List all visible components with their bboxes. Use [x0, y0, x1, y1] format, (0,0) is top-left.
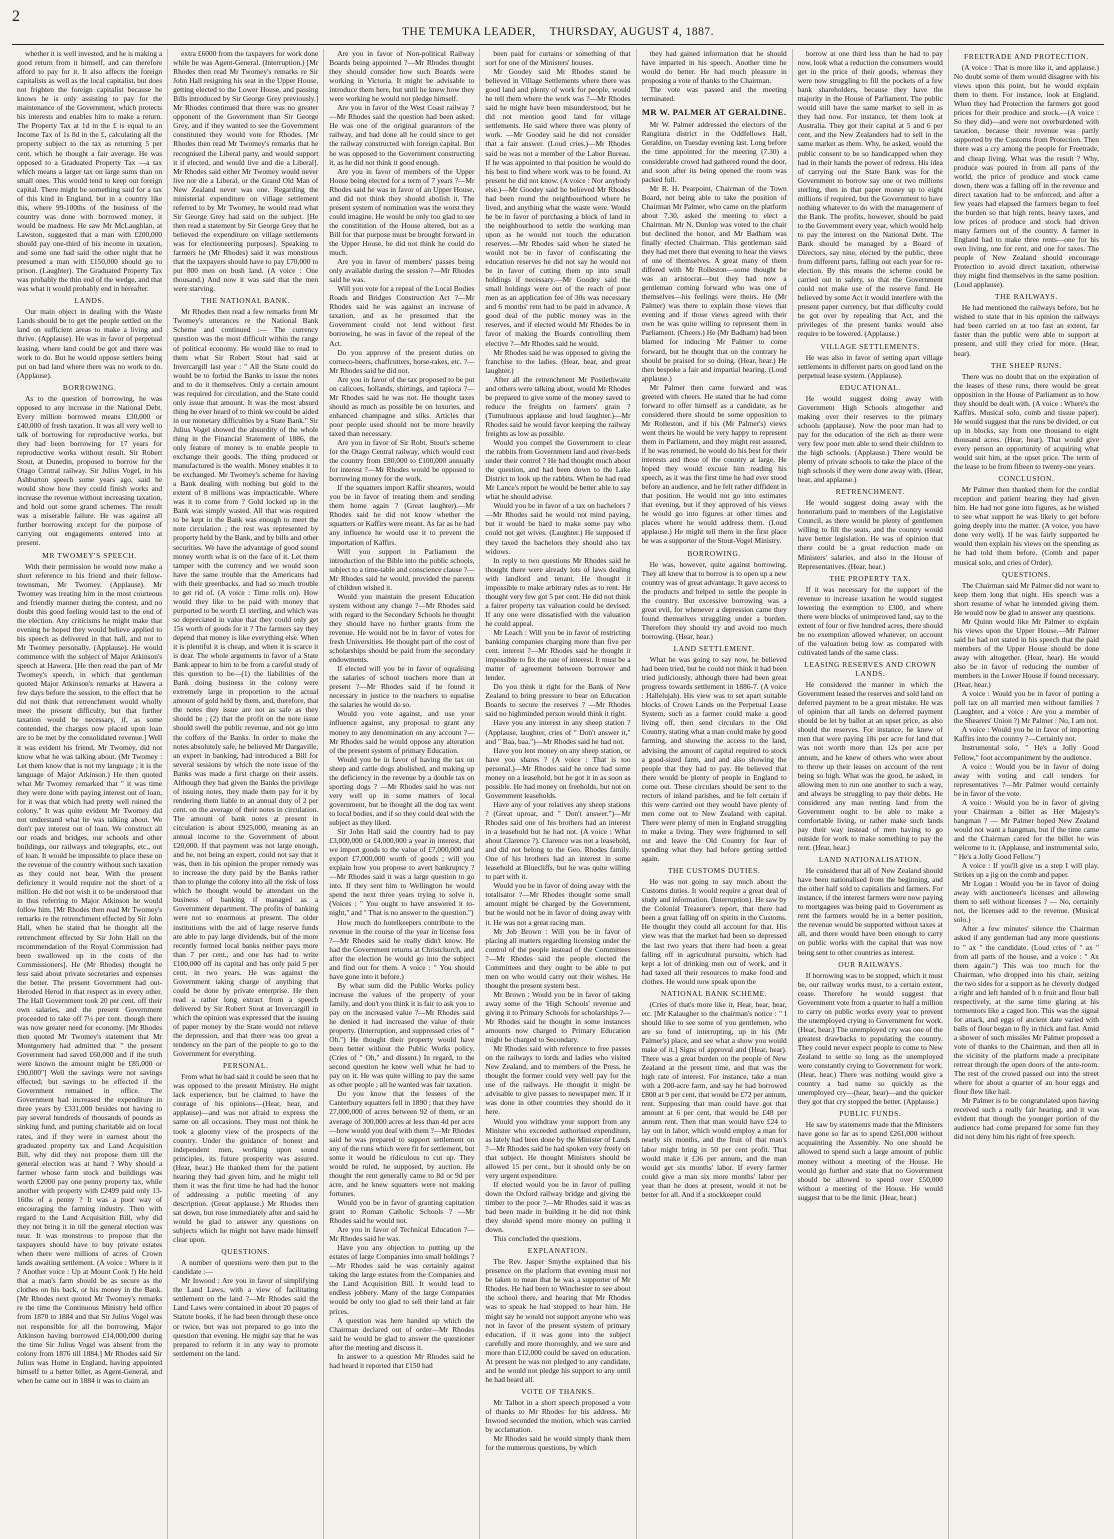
article-paragraph: In answer to a question Mr Rhodes said he had heard it reported that £150 had	[329, 1351, 475, 1370]
article-paragraph: Mr Rhodes said he was opposed to giving the franchise to the ladies. (Hear, hear, and great laughter.)	[485, 347, 631, 375]
article-paragraph: Are you in favor of members of the Upper House being elected for a term of 7 years ?—Mr Rhodes said he was in favor of an Upper House, and did not think they should abolish it. The present system of nomination was the worst they could imagine. He would be only too glad to see the constitution of the House altered, but as a Bill for that purpose must be brought forward in the Upper House, he did not think he could do much.	[329, 166, 475, 258]
article-paragraph: (Cries of that's more like it, Hear, hear, hear, etc. [Mr Kalaugher to the chairman's notice : " I should like to see some of you gentlemen, who are so fond of interrupting, up in his (Mr Palmer's) place, and see what a show you would make of it.] Signs of approval and (Hear, hear). There was a great burden on the people of New Zealand at the present time, and that was the high rate of interest. For instance, take a man with a 200-acre farm, and say he had borrowed £800 at 9 per cent, that would be £72 per annum, rent. Supposing that man could have got that amount at 6 per cent, that would be £48 per annum rent. Then that man would have £24 to lay out in labor, which would employ a man for nearly six months, and the fruit of that man's labor might bring in 50 per cent profit. That would make it £36 per annum, and the man would get six months' labor. If every farmer could give a man six more months' labor per year than he does at present, would it not be better for all. And if a stockkeeper could	[641, 999, 787, 1199]
article-paragraph: If borrowing was to be stopped, which it must be, our railway works must, to a certain extent, cease. Therefore he would suggest that Government vote from a quarter to half a million to carry on public works every year to prevent the unemployed crying to Government for work. (Hear, hear.) The unemployed cry was one of the greatest drawbacks to populating the country. They could never expect people to come to New Zealand to settle so long as the unemployed were constantly crying to Government for work. (Hear, hear.) There was nothing would give a country a bad name so quickly as the unemployed cry—(hear, hear)—and the quicker they got that cry stopped the better. (Applause.)	[797, 970, 943, 1107]
section-heading: OUR RAILWAYS.	[838, 959, 903, 969]
article-paragraph: Would you be in favor of doing away with the totalisator ?—Mr Rhodes thought some small amount might be charged by the Government, but he would not be in favor of doing away with it. He was not a great racing man.	[485, 881, 631, 927]
article-paragraph: Do you approve of the present duties on corneco-beers, chaffcutters, horse-rakes, etc. ?—Mr Rhodes said he did not.	[329, 347, 475, 375]
article-paragraph: Mr Leach : Will you be in favor of restricting banking companies charging more than five per cent. interest ?—Mr Rhodes said he thought it impossible to fix the rate of interest. It must be a matter of agreement between borrower and lender.	[485, 628, 631, 683]
section-heading: LEASING RESERVES AND CROWN LANDS.	[804, 660, 937, 679]
section-heading: QUESTIONS.	[221, 1247, 271, 1257]
article-paragraph: Do you know that the lessees of the Canterbury squatters fell in 1890 ; that they have 27,000,000 of acres between 92 of them, or an average of 300,000 acres at less than 4d per acre—how would you deal with them ?—Mr Rhodes said he was prepared to support settlement on any of the runs which were fit for settlement, but some it would be ridiculous to cut up. They would be ruled, he supposed, by auction. He thought the rent generally came to 8d or 9d per acre, and he knew squatters were not making fortunes.	[329, 1089, 475, 1198]
article-paragraph: How much do hotelkeepers contribute to the revenue in the course of the year in license fees ?—Mr Rhodes said he really didn't know. He had the Government returns at Christchurch, and after the election he would go into the subject and find out for them. A voice : " You should have gone into it before.)	[329, 917, 475, 981]
article-paragraph: Mr W. Palmer addressed the electors of the Rangitata district in the Oddfellows Hall, Geraldine, on Tuesday evening last. Long before the time appointed for the meeting (7.30) a considerable crowd had gathered round the door, and soon after its being opened the room was packed full.	[641, 120, 787, 184]
article-paragraph: Would you vote against, and use your influence against, any proposal to grant any money to any denomination on any account ?—Mr Rhodes said he would oppose any alteration of the present system of primary Education.	[329, 709, 475, 755]
article-paragraph: A voice : If you'll give us a step I will play. Strikes up a jig on the comb and paper.	[953, 861, 1099, 880]
article-paragraph: He would suggest doing away with the honorarium paid to members of the Legislative Council, as there would be plenty of gentlemen willing to fill the seats, and the country would have better legislation. He was of opinion that there could be a great reduction made on Ministers' salaries, and also in the House of Representatives. (Hear, hear.)	[797, 498, 943, 571]
section-heading: NATIONAL BANK SCHEME.	[661, 988, 768, 998]
article-paragraph: He would suggest doing away with Government High Schools altogether and making over their reserves to the primary schools (applause). Now the poor man had to pay for the education of the rich as there were very few poor men able to send their children to the high schools. (Applause.) There would be plenty of private schools to take the place of the high schools if they were done away with. (Hear, hear, and applause.)	[797, 393, 943, 485]
article-paragraph: Are you in favor of Technical Education ?—Mr Rhodes said he was.	[329, 1225, 475, 1244]
article-paragraph: Mr Brown : Would you be in favor of taking away some of the 'High Schools' revenue and giving it to Primary Schools for scholarships ?—Mr Rhodes said he thought in some instances amounts now charged to Primary Education might be charged to Secondary.	[485, 989, 631, 1045]
article-paragraph: Are you in favor of members' passes being only available during the session ?—Mr Rhodes said he was.	[329, 257, 475, 285]
issue-date: THURSDAY, AUGUST 4, 1887.	[549, 26, 715, 38]
column-1	[12, 49, 168, 1539]
article-paragraph: He had mentioned the railways before, but he wished to state that in his opinion the railways had been carried on at too fast an extent, far faster than the public were able to support at present, and still they cried for more. (Hear, hear).	[953, 303, 1099, 358]
article-paragraph: Are you in favor of the West Coast railway ?—Mr Rhodes said the question had been asked. He was one of the original guarantors of the railway, and had done all he could since to get the railway constructed with foreign capital. But he was opposed to the Government constructing it, as he did not think it good enough.	[329, 103, 475, 167]
article-paragraph: By what sum did the Public Works policy increase the values of the property of your family, and don't you think it is fair to ask you to pay on the increased value ?—Mr Rhodes said he denied it had increased the value of their property. (Interruption, and suppressed cries of " Oh.") He thought their property would have been better without the Public Works policy. (Cries of " Oh," and dissent.) In regard, to the second question he knew well what he had to pay on it. He was quite willing to pay the same as other people ; all he wanted was fair taxation.	[329, 980, 475, 1090]
section-heading: PUBLIC FUNDS.	[839, 1109, 902, 1119]
article-paragraph: If the squatters import Kaffir shearers, would you be in favor of treating them and sending them home again ? (Great laughter).—Mr Rhodes said he did not know whether the squatters or Kaffirs were meant. As far as he had any influence he would use it to prevent the importation of Kaffirs.	[329, 483, 475, 547]
section-heading: PERSONAL.	[222, 1061, 269, 1071]
article-paragraph: Mr Rhodes said with reference to free passes on the railways to lords and ladies who visited New Zealand, and to members of the Press, he thought the former could very well pay for the use of the railways. He thought it might be advisable to give passes to newspaper men. If it was done in other countries they should do it here.	[485, 1044, 631, 1117]
article-paragraph: With their permission he would now make a short reference to his friend and their fellow-townsman, Mr Twomey. (Applause). Mr Twomey was treating him in the most courteous and friendly manner during the contest, and no doubt this good feeling would last to the end of the election. Any criticisms he might make that evening he hoped they would believe applied to his speech as delivered in that hall, and not to Mr Twomey personally. (Applause). He would commence with the subject of Major Atkinson's speech at Hawera. [He then read the part of Mr Twomey's speech, in which that gentleman quoted Major Atkinson's remarks at Hawera a few days before the session, to the effect that he did not think that retrenchment would wholly meet the present difficulty, but that further taxation would be necessary, if, as some contended, the charges now placed upon loan are to be met by the consolidated revenue.] Well it was evident his friend, Mr Twomey, did not know what he was talking about. (Mr Twomey : Let them know that is not my language ; it is the language of Major Atkinson.) He then quoted what Mr Twomey remarked that " it was time they were done with paying interest out of loan, for it was that which had pretty well ruined the colony." It was quite evident Mr Twomey did not understand what he was talking about. We don't pay interest out of loan. We construct all our roads and bridges, our schools and other buildings, our railways and telegraphs, etc., out of loan. It would be impossible to place these on the revenue of the country without such taxation as they could not bear. With the present deficiency it would require not the short of a million. He did not wish it to be understood that in thus referring to Major Atkinson he would follow him. [Mr Rhodes then read Mr Twomey's remarks re the retrenchment effected by Sir John Hall, when he stated that he thought all the retrenchment effected by Sir John Hall on the recommendation of the Royal Commission had been swallowed up in the costs of the Commissioners]. He (Mr Rhodes) thought he less said about private secretaries and expenses the better. The present Government had out-Heroded Herod in that respect as in every other. The Hall Government took 20 per cent. off their own salaries, and the present Government proceeded to take off 7½ per cent. though there was now greater need for economy. [Mr Rhodes then quoted Mr Twomey's statement that Mr Montgomery had admitted that " the present Government had saved £60,000 and if the truth were known the amount might be £85,000 or £90,000"] Well the savings were not savings effected; but savings to be effected if the Government remained in office. The Government had increased the expenditure in three years by £331,000 besides not having to pay several hundreds of thousands of pounds as sinking fund, and putting charitable aid on local rates, and if they were in earnest about the graduated property tax and Land Acquisition Bill, why did they not propose them till the general election was at hand ? Why should a farmer whose farm stock and buildings was worth £2000 pay one penny property tax, while another with property with £2499 paid only 13-16ths of a penny ? It was a poor way of encouraging the farming industry. Then with regard to the Land Acquisition Bill, why did they not bring it in till the general election was near. It was monstrous to propose that the taxpayers should have to buy private estates when there were millions of acres of Crown lands awaiting settlement. (A voice : Where is it ? Another voice : Up at Mount Cook !) He held that a man's farm should be as secure as the clothes on his back, or his money in the Bank. [Mr Rhodes next quoted Mr Twomey's remarks re the time the Continuous Ministry held office from 1870 to 1884 and that Sir Julius Vogel was not responsible for all the borrowing, Major Atkinson having borrowed £14,000,000 during the time Sir Julius Vogel was absent from the colony from 1876 till 1884.] Mr Rhodes said Sir Julius was Home in England, having appointed himself to a better billet, as Agent-General, and when he came out in 1884 it was to claim an	[17, 561, 163, 1385]
article-paragraph: This concluded the questions.	[493, 1234, 582, 1244]
article-paragraph: Our main object in dealing with the Waste Lands should be to get the people settled on the land on sufficient areas to make a living and thrive. (Applause). He was in favor of perpetual leasing, where land could be got and there was work to do. But he would oppose settlers being put on bad land where there was no work to do. (Applause).	[17, 307, 163, 380]
article-paragraph: Are you in favor of the tax proposed to be put on calicoes, hollands, shirtings, and tapioca ?—Mr Rhodes said he was not. He thought taxes should as much as possible be on luxuries, and enhanced champagne and silks. Articles that poor people used should not be more heavily taxed than necessary.	[329, 374, 475, 438]
article-paragraph: Mr Job Brown : Will you be in favor of placing all matters regarding licensing under the control of the people instead of the Committees ?—Mr Rhodes said the people elected the Committees and they ought to be able to put men on who would carry out their wishes. He thought the present system best.	[485, 926, 631, 990]
article-paragraph: After a few minutes' silence the Chairman asked if any gentleman had any more questions to " ax " the candidate. (Loud cries of " ax " from all parts of the house, and a voice : " Ax them again.") This was too much for the Chairman, who dropped into his chair, seizing the two sides for a support as he cleverly dodged a right and left handed of h n fruit and flour ball respectively, at the same time glaring at his tormentors like a caged lion. This was the signal for attack, and eggs of ancient date varied with balls of flour began to fly in thick and fast. Amid a shower of such missiles Mr Palmer proposed a vote of thanks to the Chairman, and then all in the vicinity of the platform made a precipitate retreat through the open doors of the ante-room. The rest of the crowd passed out into the street where for about a quarter of an hour eggs and flour flew like hail.	[953, 924, 1099, 1097]
article-paragraph: In reply to two questions Mr Rhodes said he thought there were already lots of laws dealing with landlord and tenant. He thought it impossible to make arbitrary rules as to rent. He thought very few got 5 per cent. He did not think a fairer property tax valuation could be devised. If any one were dissatisfied with the valuation he could appeal.	[485, 555, 631, 628]
article-paragraph: Mr Goodey said Mr Rhodes stated he believed in Village Settlements where there was good land and plenty of work for people, would he tell them where the work was ?—Mr Rhodes said he might have been misunderstood, but he did not mention good land for village settlements. He said where there was plenty of work. —Mr Goodey said he did not consider that a fair answer. (Loud cries.)—Mr Rhodes said he was not a member of the Labor Bureau. If he was appointed to that position he would do his best to find where work was to be found. At present he did not know. (A voice : Nor anybody else.)—Mr Goodey said he believed Mr Rhodes had been round the neighbourhood where he lived, and anything what the waste were. Would he be in favor of purchasing a block of land in the neighbourhood to settle the working man upon as he would not touch the education reserves.—Mr Rhodes said when he stated he would not be in favor of confiscating the education reserves he did not say he would not be in favor of cutting them up into small holdings if necessary.—Mr Goodey said the small holdings were out of the reach of poor men as an application fee of 30s was necessary and 6 months' rent had to be paid in advance. A good deal of the public money was in the reserves, and if elected would Mr Rhodes be in favor of making the Boards controlling them elective ?—Mr Rhodes said he would.	[485, 67, 631, 348]
article-paragraph: From what he had said it could be seen that he was opposed to the present Ministry. He might lack experience, but he claimed to have the courage of his opinions—(Hear, hear, and applause)—and was not afraid to express the same on all occasions. They must not think he took a gloomy view of the prospects of the country. Under the guidance of honest and independent men, working upon sound principles, its future prosperity was assured. (Hear, hear.) He thanked them for the patient hearing they had given him, and he might tell them it was the first time he had had the honor of addressing a public meeting of any description. (Great applause.) Mr Rhodes then sat down, but rose immediately after and said he would be glad to answer any questions on subjects which he might not have made himself clear upon.	[173, 1072, 319, 1245]
section-heading: THE RAILWAYS.	[995, 292, 1058, 302]
article-paragraph: If elected will you be in favor of equalising the salaries of school teachers more than at present ?—Mr Rhodes said if he found it necessary in justice to the teachers to equalise the salaries he would do so.	[329, 664, 475, 710]
article-paragraph: Mr Logan : Would you be in favor of doing away with auctioneer's licenses and allowing them to sell without licenses ? — No, certainly not, the licenses add to the revenue. (Musical solo.)	[953, 879, 1099, 925]
column-7	[949, 49, 1104, 1539]
article-paragraph: Have you any objection to putting up the estates of large Companies into small holdings ?—Mr Rhodes said he was certainly against taking the large estates from the Companies and the Land Acquisition Bill. It would lead to endless jobbery. Many of the large Companies would be only too glad to sell their land at fair prices.	[329, 1243, 475, 1316]
section-heading: BORROWING.	[687, 548, 741, 558]
article-paragraph: Mr Quinn would like Mr Palmer to explain his views upon the Upper House.—Mr Palmer said he had not stated in his speech that the paid members of the Upper House should be done away with altogether. (Hear, hear). He would also be in favor of reducing the number of members in the Lower House if found necessary. (Hear, hear.)	[953, 616, 1099, 690]
page-number: 2	[12, 8, 20, 25]
column-6	[793, 49, 949, 1539]
section-heading: LAND SETTLEMENT.	[673, 644, 755, 653]
article-paragraph: Mr Palmer then came forward and was greeted with cheers. He stated that he had come forward to offer himself as a candidate, as he considered there should be some opposition to Mr Rolleston, and if his (Mr Palmer's) views went theirs he would be very happy to represent them in Parliament, and they might rest assured, if he was returned, he would do his best for their interests and those of the country at large. He hoped they would excuse him reading his speech, as it was the first time he had ever stood before an audience, and he felt rather diffident in that position. He would not go into estimates that evening, but if they approved of his views he would go into figures at other times and places where he would address them. (Loud applause.) He might tell them in the first place he was a supporter of the Stout-Vogel Ministry.	[641, 382, 787, 546]
article-paragraph: Mr Inwood : Are you in favor of simplifying the Land Laws, with a view of facilitating settlement on the land ?—Mr Rhodes said the Land Laws were contained in about 20 pages of Statute books, if he had been through these once or twice, but was not prepared to go into the question that evening. He might say that he was prepared to reform it in any way to promote settlement on the land.	[173, 1276, 319, 1358]
section-heading: THE CUSTOMS DUTIES.	[667, 866, 761, 876]
article-paragraph: He considered that all of New Zealand should have been nationalised from the beginning, and the other half sold to capitalists and farmers. For instance, if the interest farmers were now paying to mortgagees was being paid to Government as rent the farmers would be in a better position, the revenue would be supported without taxes at all, and there would have been enough to carry on public works with the capital that was now being sent to other countries as interest.	[797, 866, 943, 957]
newspaper-title: THE TEMUKA LEADER,	[401, 26, 536, 38]
article-paragraph: Would you be in favor of a tax on bachelors ?—Mr Rhodes said he would not mind paying, but it would be hard to make some pay who could not get wives. (Laughter.) He supposed if they taxed the bachelors they should also tax widows.	[485, 501, 631, 556]
section-heading: VOTE OF THANKS.	[521, 1386, 595, 1396]
article-paragraph: There was no doubt that on the expiration of the leases of these runs, there would be great opposition in the House of Parliament as to how they should be dealt with. (A voice : Where's the Kaffirs. Musical solo, comb and tissue paper). He would suggest that the runs be divided, or cut up in blocks, say from one thousand to eight thousand acres. (Hear, hear). That would give every person an opportunity of acquiring what would suit him, at the upset price. The term of the lease to be from fifteen to twenty-one years.	[953, 371, 1099, 472]
article-paragraph: What he was going to say now, he believed had been tried, but he could not think it had been tried judiciously, although there had been great progress towards settlement in 1886-7. (A voice : Hallelujah). His view was to set apart suitable blocks of Crown Lands on the Perpetual Lease System, such as a farmer could make a good living off, then send circulars to the Old Country, stating what a man could make by good farming, and showing the access to the land, advising the amount of capital required to stock a good-sized farm, and and also showing the people that they had to pay. He believed that there would be plenty of people in England to come out. These circulars should be sent to the rectors of inland parishes, and he felt certain if this were carried out they would have plenty of men come out to New Zealand with capital. There were plenty of men in England struggling to make a living. They were frightened to sell out and leave the Old Country for fear of spending what they had before getting settled again.	[641, 655, 787, 864]
section-heading: FREETRADE AND PROTECTION.	[963, 52, 1089, 61]
article-paragraph: He considered the manner in which the Government leased the reserves and sold land on deferred payment to be a great mistake. He was of opinion that all lands on deferred payment should be let by ballot at an upset price, as also should the reserves. For instance, he knew of men that were paying 18s per acre for land that was not worth more than 12s per acre per annum, and he knew of others who were about to throw up their leases on account of the rent being so high. What was the good, he asked, in allowing men to run one another to such a way, and always be struggling to pay their debts. He considered any man renting land from the Government ought to be able to make a comfortable living, or rather make such lands pay their way instead of men having to go outside for work to make something to pay the rent. (Hear, hear.)	[797, 680, 943, 852]
article-paragraph: Instrumental solo, " He's a Jolly Good Fellow," foot accompaniment by the audience.	[953, 743, 1099, 762]
article-paragraph: Would you compel the Government to clear the rabbits from Government land and river-beds under their control ? He had thought much about the question, and had been down to the Lake District to look up the rabbits. When he had read Mr Lance's report he would be better able to say what he should advise.	[485, 438, 631, 502]
article-paragraph: The Chairman said Mr Palmer did not want to keep them long that night. His speech was a short resume of what he intended giving them. He would now be glad to answer any questions.	[953, 580, 1099, 617]
article-paragraph: A number of questions were then put to the candidate :—	[173, 1258, 319, 1277]
article-paragraph: been paid for curtains or something of that sort for one of the Ministers' houses.	[485, 49, 631, 68]
article-paragraph: The Rev. Jasper Smythe explained that his presence on the platform that evening must not be taken to mean that he was a supporter of Mr Rhodes. He had been to Winchester to see about the school there, and hearing that Mr Rhodes was to speak he had stopped to hear him. He might say he would not support anyone who was not in favor of the present system of primary education, if it was gone into the subject carefully and more thoroughly, and we sure and more than £12,000 could be saved on education. At present he was not pledged to any candidate, and he would not pledge his support to any until he had heard all.	[485, 1257, 631, 1384]
article-paragraph: whether it is well invested, and he is making a good return from it himself, and can therefore afford to pay for it. It also affects the foreign capitalists as well as the local capitalist, but does not frighten the foreign capitalist because he knows he is only assisting to pay for the maintenance of the Government, which protects his interests and enables him to make a return. The Property Tax at 1d in the £ is equal to an Income Tax of 1s 8d in the £, calculating all the property subject to the tax as returning 5 per cent, which he thought a fair average. He was opposed to a Graduated Property Tax —a tax which means a larger tax on large sums than on small ones. This would tend to keep out foreign capital. There might be something said for a tax of this kind in England, but in a country like this, where 99-100ths of the business of the country was done with borrowed money, it would be madness. He saw Mr McLaughlan, at Lawston, suggested that a man with £200,000 should pay one-third of his income in taxation, and some one had said the other night that he presumed a man with £150,000 should go to prison. (Laughter). The Graduated Property Tax was probably the thin end of the wedge, and that was what it would probably end in hereafter.	[17, 49, 163, 294]
section-heading: THE SHEEP RUNS.	[990, 360, 1062, 370]
article-paragraph: Do you think it right for the Bank of New Zealand to bring pressure to bear on Education Boards to secure the reserves ? —Mr Rhodes said no highminded person would think it right.	[485, 682, 631, 719]
article-paragraph: Mr Rhodes said he would simply thank them for the numerous questions, by which	[485, 1434, 631, 1453]
article-paragraph: Will you vote for a repeal of the Local Bodies Roads and Bridges Construction Act ?—Mr Rhodes said he was against an increase of taxation, and as he presumed that the Government could not lend without first borrowing, he was in favor of the repeal of the Act.	[329, 284, 475, 348]
section-heading: QUESTIONS.	[1001, 569, 1051, 579]
article-paragraph: If it was necessary for the support of the revenue to increase taxation he would suggest lowering the exemption to £300, and where there were blocks of unimproved land, say to the extent of four or five hundred acres, there should be no exemption allowed whatever, on account of the valuation being low as compared with cultivated lands of the same class.	[797, 584, 943, 657]
article-paragraph: He was, however, quite against borrowing. They all knew that to borrow is to open up a new country was of great advantage. It gave access to the products and helped to settle the people in the country. But excessive borrowing was a great evil, for whenever a depression came they found themselves struggling under a burden. Therefore they should try and avoid too much borrowing. (Hear, hear.)	[641, 559, 787, 641]
article-paragraph: Would you be in favor of granting capitation grant to Roman Catholic Schools ? —Mr Rhodes said he would not.	[329, 1197, 475, 1226]
article-paragraph: extra £6000 from the taxpayers for work done while he was Agent-General. (Interruption.) [Mr Rhodes then read Mr Twomey's remarks re Sir John Hall resigning his seat in the Upper House, getting elected to the Lower House, and passing Bills introduced by Sir George Grey previously.] Mr Rhodes continued that there was no greater opponent of the Government than Sir George Grey, and if they wanted to see the Government constituted they would vote for Rhodes. [Mr Rhodes then read Mr Twomey's remarks that he recognised the Liberal party, and would support it if elected, and would live and die a Liberal]. Mr Rhodes said either Mr Twomey would never live nor die a Liberal, or the Grand Old Man of New Zealand never was one. Regarding the ministerial expenditure on village settlement referred to by Mr Twomey, he would read what Sir George Grey had said on the subject. [He then read a statement by Sir George Grey that he believed the expenditure on village settlements was for electioneering purposes]. Speaking to farmers he (Mr Rhodes) said it was monstrous that the taxpayers should have to pay £70,000 to put 800 men on bush land. (A voice : One thousand.) And now it was said that the men were starving.	[173, 49, 319, 294]
section-heading: BORROWING.	[62, 382, 117, 392]
column-3	[324, 49, 480, 1539]
article-paragraph: Mr Palmer then thanked them for the cordial reception and patient hearing they had given him. He had not gone into figures, as he wished to see what support he was likely to get before going deeply into the matter. (A voice, you have done very well). If he was fairly supported he would then explain his views on the spending as he had told them before. (Comb and paper musical solo, and cries of Order).	[953, 485, 1099, 567]
article-paragraph: they had gained information that he should have imparted in his speech. Another time he would do better. He had much pleasure in proposing a vote of thanks to the Chairman.	[641, 49, 787, 86]
article-paragraph: Mr R. H. Pearpoint, Chairman of the Town Board, not being able to take the position of Chairman Mr Palmer, who came on the platform about 7.30, asked the meeting to elect a Chairman. Mr N. Dunlop was voted to the chair but declined the honor, and Mr Badham was finally elected Chairman. This gentleman said they had met there that evening to hear the views of one of themselves. A great many of them differed with Mr Rolleston—some thought he was an aristocrat—but they had now a gentleman coming forward who was one of themselves—his feelings were theirs. He (Mr Palmer) was there to explain those views that evening and if those views agreed with their own he was quite willing to represent them in Parliament. (Cheers.) He (Mr Badham) had been blamed for inducing Mr Palmer to come forward, but he thought that on the contrary he should be praised for so doing. (Hear, hear.) He then bespoke a fair and impartial hearing. (Loud applause.)	[641, 183, 787, 383]
article-paragraph: Have you any interest in any sheep station ? (Applause, laughter, cries of " Don't answer it," and " Baa, baa.")—Mr Rhodes said he had not.	[485, 718, 631, 746]
section-heading: THE PROPERTY TAX.	[829, 573, 912, 583]
article-paragraph: Would you withdraw your support from any Minister who exceeded authorised expenditure, as lately had been done by the Minister of Lands ?—Mr Rhodes said he had spoken very freely on that subject. He thought Ministers should be allowed 15 per cent., but it should only be on very urgent expenditure.	[485, 1116, 631, 1180]
article-paragraph: Mr Talbot in a short speech proposed a vote of thanks to Mr Rhodes for his address. Mr Inwood seconded the motion, which was carried by acclamation.	[485, 1397, 631, 1435]
article-paragraph: Will you support in Parliament the introduction of the Bible into the public schools, subject to a time-table and conscience clause ?—Mr Rhodes said he would, provided the parents of children wished it.	[329, 546, 475, 592]
column-5	[637, 49, 793, 1539]
article-paragraph: Are you in favor of Sir Robt. Stout's scheme for the Otago Central railway, which would cost the country from £80,000 to £100,000 annually for interest ?—Mr Rhodes would be opposed to borrowing money for the work.	[329, 438, 475, 484]
section-heading: MR TWOMEY'S SPEECH.	[42, 550, 137, 560]
section-heading: MR W. PALMER AT GERALDINE.	[641, 107, 787, 118]
article-paragraph: A voice : Would you be in favor of putting a poll tax on all married men without families ? (Laughter, and a voice : Are you a member of the Shearers' Union ?) Mr Palmer : No, I am not.	[953, 689, 1099, 726]
article-paragraph: Are you in favor of Non-political Railway Boards being appointed ?—Mr Rhodes thought they should consider how such Boards were working in Victoria. It might be advisable to introduce them here, but until he knew how they were working he would not pledge himself.	[329, 49, 475, 104]
section-heading: EXPLANATION.	[527, 1246, 589, 1256]
column-4	[480, 49, 636, 1539]
section-heading: RETRENCHMENT.	[835, 487, 905, 497]
article-paragraph: Have you lent money on any sheep station, or have you shares ? (A voice : That is too personal.)—Mr Rhodes said he once had some money on a leasehold, but he got it in as soon as possible. He had money on freeholds, but not on Government leaseholds.	[485, 745, 631, 800]
article-paragraph: A voice : Would you be in favor of giving your Chairman a billet as Her Majesty's hangman ? — Mr Palmer hoped New Zealand would not want a hangman, but if the time came and the Chairman cared for the billet he was welcome to it. (Applause, and instrumental solo, " He's a Jolly Good Fellow.")	[953, 797, 1099, 862]
section-heading: EDUCATIONAL.	[839, 382, 901, 392]
columns	[12, 49, 1104, 1539]
section-heading: LANDS.	[74, 296, 105, 306]
section-heading: LAND NATIONALISATION.	[818, 855, 922, 865]
article-paragraph: If elected would you be in favor of pulling down the Oxford railway bridge and giving the timber to the poor ?—Mr Rhodes said it was as bad been made in building it he did not think they should spend more money on pulling it down.	[485, 1179, 631, 1235]
article-paragraph: borrow at one third less than he had to pay now, look what a reduction the consumers would get in the price of their goods, whereas they were now struggling to fill the pockets of a few bank shareholders, because they have the majority in the House of Parliament. The public would still have the same market to sell in as they had now. For instance, let them look at Australia. They got their capital at 5 and 6 per cent, and the New Zealanders had to sell in the same market as them. Why, he asked, would the public consent to be so handicapped when they had in their hands the power of redress. His idea of carrying out the State Bank was for the Government to borrow say one or two millions sterling, then in that paper money up to eight millions if required, but the Government to have nothing whatever to do with the management of the Bank. The profits, however, should be paid to the Government every year, which would help to pay the interest on the National Debt. The Bank should be managed by a Board of Directors, say nine, elected by the public, three from different parts, falling out each year for re-election. By this means the scheme could be carried out in safety, so that the Government could not make use of the reserve fund. He believed by some Act it would interfere with the present paper currency, but that difficulty could be got over by repealing that Act, and the privileges of the present banks would also require to be lowered. (Applause.)	[797, 49, 943, 339]
article-paragraph: The vote was passed and the meeting terminated.	[641, 85, 787, 104]
article-paragraph: Would you maintain the present Education system without any change ?—Mr Rhodes said with regard to the Secondary Schools he thought they should have no further grants from the revenue. He would not be in favor of votes for fresh Universities. He thought part of the cost of scholarships should be paid from the secondary endowments.	[329, 591, 475, 665]
article-paragraph: He saw by statements made that the Ministers have gone so far as to spend £261,000 without acquainting the Assembly. No one should be allowed to spend such a large amount of public money without a meeting of the House. He would go further and state that no Government should be allowed to spend over £50,000 without a meeting of the House. He would suggest that to be the limit. (Hear, hear.)	[797, 1120, 943, 1202]
article-paragraph: Have any of your relatives any sheep stations ? (Great uproar, and " Don't answer.")—Mr Rhodes said one of his brothers had an interest in a leasehold but he had not. (A voice : What about Clarence ?). Clarence was not a leasehold, and did not belong to the Geo. Rhodes family. One of his brothers had an interest in some leasehold at Bluecliffs, but he was quite willing to part with it.	[485, 799, 631, 882]
article-paragraph: As to the question of borrowing, he was opposed to any increase in the National Debt. Every million borrowed means £30,000 or £40,000 of fresh taxation. It was all very well to talk of borrowing for reproductive works, but they had been borrowing for 17 years for reproductive works without result. Sir Robert Stout, at Dunedin, proposed to borrow for the Otago Central railway. Sir Julius Vogel, in his Ashburton speech some years ago, said he would show how they could finish works and increase the revenue without increasing taxation, and hold out some grand schemes. The result was a miserable failure. He was against all further borrowing except for the purpose of carrying out engagements entered into at present.	[17, 393, 163, 548]
article-paragraph: After all the retrenchment Mr Postlethwaite and others were talking about, would Mr Rhodes be prepared to give some of the money saved to reduce the freights on farmers' grain ? (Tumultuous applause and loud laughter.)—Mr Rhodes said he would favor keeping the railway freights as low as possible.	[485, 374, 631, 438]
article-paragraph: Mr Palmer is to be congratulated upon having received such a really fair hearing, and it was evident that though the younger portion of the audience had come prepared for some fun they did not deny him his right of free speech.	[953, 1096, 1099, 1142]
article-paragraph: A voice : Would you be in favor of doing away with voting and call tenders for representatives ?—Mr Palmer would certainly be in favor of the vote.	[953, 761, 1099, 798]
article-paragraph: Would you be in favor of having the tax on sheep and cattle dogs abolished, and making up the deficiency in the revenue by a double tax on sporting dogs ? —Mr Rhodes said he was not very well up in some matters of local government, but he thought all the dog tax went to local bodies, and if so they could deal with the subject as they liked.	[329, 754, 475, 827]
article-paragraph: Mr Rhodes then read a few remarks from Mr Twomey's utterances re the National Bank Scheme and continued :— The currency question was the most difficult within the range of political economy. He would like to read to them what Sir Robert Stout had said at Invercargill last year : " All the State could do would be to forbid the Banks to issue the notes and to do it themselves. Only a certain amount was required for circulation, and the State could only issue that amount. It was the most absurd thing he ever heard of to think we could be aided in our monetary difficulties by a State Bank." Sir Julius Vogel showed the absurdity of the whole thing in the Financial Statement of 1886, the only feature of money is to enable people to exchange their goods. The thing produced or manufactured is the wealth. Money enables it to be exchanged. Mr Twomey's scheme for having a Bank dealing with nothing but gold to the extent of 8 millions was impracticable. Where was it to come from ? Gold locked up in the Bank was simply wasted. All that was required to be kept in the Bank was enough to meet the note circulation ; the rest was represented by property held by the Bank, and by bills and other securities. We have the advantage of good sound money worth what is on the face of it. Let them tamper with the currency and we would soon have the same trouble that the Americans had with their greenbacks, and had so much trouble to get rid of. (A voice : Time rolls on). How would they like to be paid with money that purported to be worth £1 sterling, and which was so depreciated in value that they could only get 15s worth of goods for it ? The farmers say they depend that money is like everything else. When it is plentiful it is cheap, and when it is scarce it is dear. The whole arguments in favor of a State Bank appear to him to be from a careful study of this question to be—(1) the liabilities of the Bank doing business in the colony were extremely large in proportion to the actual amount of gold held by them, and, therefore, that the notes they issue are not as safe as they should be ; (2) that the profit on the note issue should swell the public revenue, and not go into the coffers of the Banks. In order to make the notes absolutely safe, he believed Mr Dargaville, an expert in banking, had introduced a Bill for several sessions by which the note issue of the Banks was made a first charge on their assets. Although they had given the Banks the privilege of issuing notes, they made them pay for it by rendering them liable to an annual duty of 2 per cent. on the average of their notes in circulation. The amount of bank notes at present in circulation is about £925,000, meaning as an annual income to the Government of about £20,000. If that payment was not large enough, and he, not being an expert, could not say that it was, then in his opinion the proper remedy was to increase the duty paid by the Banks rather than to plunge the colony into all the risk of loss which he thought would be attendant on the business of banking if managed as a Government department. The profits of banking were not so enormous at present. The older institutions with the aid of large reserve funds are able to pay large dividends, but of the more recently formed local banks neither pays more than 7 per cent., and one has had to write £100,000 off its capital and has only paid 5 per cent. in two years. He was against the Government taking charge of anything that could be done by private enterprise. He then read a rather long extract from a speech delivered by Sir Robert Stout at Invercargill in which the opinion was expressed that the issuing of paper money by the State would not relieve the depression, and that there was too great a tendency on the part of the people to go to the Government for everything.	[173, 307, 319, 1059]
article-paragraph: A question was here handed up which the Chairman declared out of order—Mr Rhodes said he would be glad to answer the questioner after the meeting and discuss it.	[329, 1315, 475, 1352]
article-paragraph: (A voice : That is more like it, and applause.) No doubt some of them would disagree with his views upon this point, but he would explain them to them. For instance, look at England. When they had Protection the farmers got good prices for their produce and stock.—(A voice : So they did)—and were not overburdened with taxation, because their revenue was partly supported by the Customs from Protection. Then there was a cry among the people for Freetrade, and cheap living. What was the result ? Why, produce was poured in from all parts of the world, the price of produce and stock came down, there was a falling off in the revenue and direct taxation had to be enforced, and after a few years had elapsed the farmers began to feel the burden so that high rents, heavy taxes, and low prices of produce and stock had driven many farmers out of the country. A farmer in England had to make three rents—one for his own living, one for rent, and one for taxes. The people of New Zealand should encourage Protection to avoid direct taxation, otherwise they might find themselves in the same position. (Loud applause).	[953, 63, 1099, 290]
section-heading: VILLAGE SETTLEMENTS.	[820, 341, 920, 351]
column-2	[168, 49, 324, 1539]
masthead	[12, 26, 1104, 45]
section-heading: CONCLUSION.	[998, 474, 1055, 484]
article-paragraph: A voice : Would you be in favor of importing Kaffirs into the country ?—Certainly not.	[953, 725, 1099, 744]
article-paragraph: Sir John Hall said the country had to pay £3,000,000 or £4,000,000 a year in interest, that we import goods to the value of £7,000,000 and export £7,000,000 worth of goods ; will you explain how you propose to avert bankruptcy ?—Mr Rhodes said it was a large question to go into. If they sent him to Wellington he would spend the next three years trying to solve it. (Voices : " You ought to have answered it to-night," and " That is no answer to the question.")	[329, 827, 475, 918]
section-heading: THE NATIONAL BANK.	[201, 296, 291, 306]
article-paragraph: He was also in favor of setting apart village settlements in different parts on good land on the perpetual lease system. (Applause).	[797, 352, 943, 380]
article-paragraph: He was not going to say much about the Customs duties. It would require a great deal of study and information. (Interruption). He saw by the Colonial Treasurer's report, that there had been a great falling off on spirits in the Customs. He thought they could all account for that. His view was that the market had been so depressed the last two years that there had been a great falling off in agricultural pursuits, which had kept a lot of drinking men out of work, and it had taxed all their resources to make food and clothes. He would now speak upon the	[641, 877, 787, 986]
